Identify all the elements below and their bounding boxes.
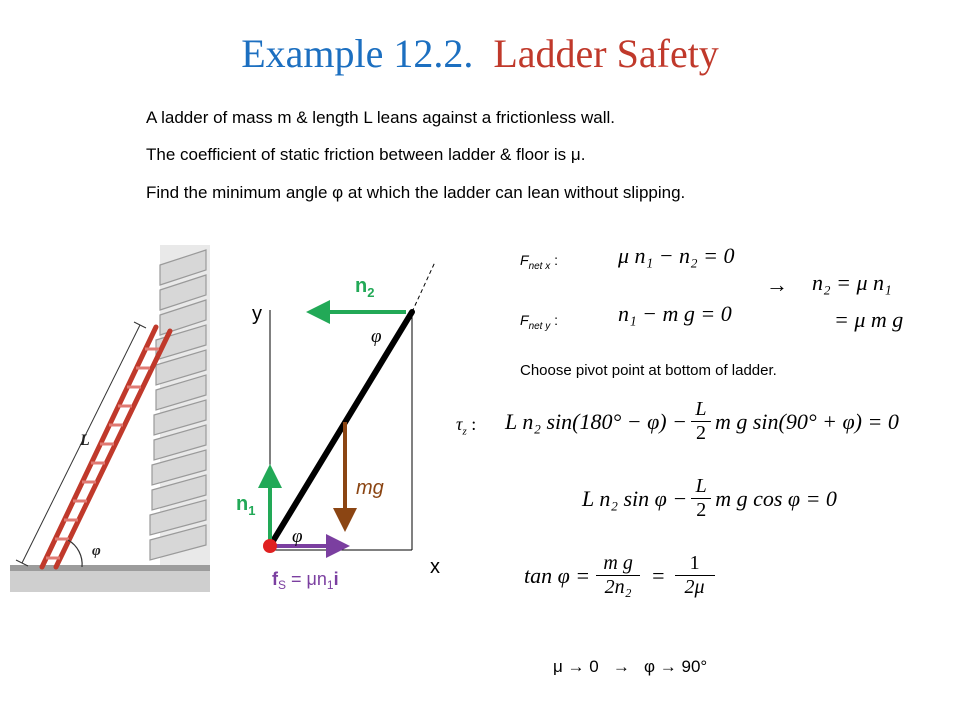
fnetx-equation: μ n₁ − n₂ = 0 (618, 243, 735, 268)
slide-title (0, 30, 960, 77)
torque-eq1-left: L n₂ sin(180° − φ) − (505, 408, 687, 434)
fnety-equation: n₁ − m g = 0 (618, 301, 732, 326)
torque-eq2-left: L n₂ sin φ − (582, 485, 688, 511)
problem-line-3: Find the minimum angle φ at which the ladder can lean without slipping. (146, 183, 686, 202)
pivot-text: Choose pivot point at bottom of ladder. (520, 362, 777, 379)
tan-fraction-1: m g 2n₂ (596, 552, 640, 599)
ladder-illustration (10, 245, 210, 595)
n1-label: $n_1$ (236, 493, 256, 518)
weight-label: mg (356, 477, 384, 499)
fnetx-label: $F_{net x}$ : (520, 252, 559, 273)
tan-equals: = (652, 562, 665, 588)
x-axis-label: x (430, 556, 440, 578)
angle-label: φ (92, 543, 101, 559)
problem-line-1: A ladder of mass m & length L leans against a frictionless wall. (146, 108, 615, 127)
length-label: L (80, 432, 90, 449)
tan-fraction-2: 1 2μ (675, 552, 715, 599)
problem-line-2: The coefficient of static friction between ladder & floor is μ. (146, 145, 586, 164)
phi-bottom-label: φ (292, 526, 303, 547)
tan-left: tan φ = (524, 562, 591, 588)
limit-statement: μ → 0 → φ → 90° (553, 657, 708, 676)
y-axis-label: y (252, 303, 262, 325)
ladder-rod (270, 312, 412, 546)
phi-top-label: φ (371, 326, 382, 347)
torque-eq1-right: m g sin(90° + φ) = 0 (714, 408, 899, 434)
n2-label: $n_2$ (355, 275, 375, 300)
friction-label: $f_S = \mu n_1i$ (272, 569, 339, 592)
pivot-point (263, 539, 277, 553)
dashed-extension (412, 262, 435, 312)
n2-result: n₂ = μ n₁ (812, 270, 892, 295)
angle-arc (68, 540, 82, 567)
title-topic: Ladder Safety (493, 31, 719, 76)
title-example-number: Example 12.2. (241, 31, 474, 76)
frac-L-over-2: L 2 (691, 398, 711, 445)
implies-arrow: → (766, 272, 788, 297)
ground (10, 570, 210, 592)
tau-label: $\tau_z$ : (456, 414, 477, 438)
torque-equation-2 (582, 475, 837, 522)
tan-phi-equation (524, 552, 719, 599)
n2-result-mg: = μ m g (834, 307, 904, 332)
torque-equation-1 (505, 398, 899, 445)
fnety-label: $F_{net y}$ : (520, 312, 559, 333)
free-body-diagram (230, 240, 480, 610)
frac-L-over-2-b: L 2 (691, 475, 711, 522)
torque-eq2-right: m g cos φ = 0 (715, 485, 837, 511)
